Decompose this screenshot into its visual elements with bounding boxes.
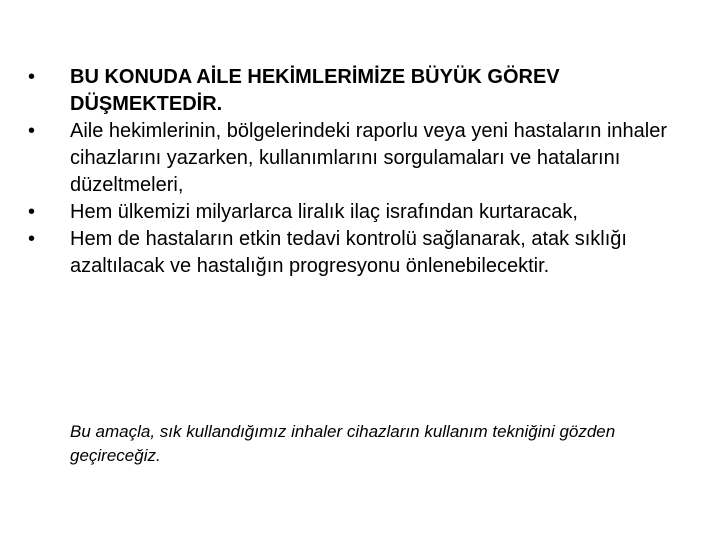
bullet-text: Hem ülkemizi milyarlarca liralık ilaç israfından kurtaracak, xyxy=(70,201,578,223)
bullet-item xyxy=(28,199,688,226)
bullet-text: Aile hekimlerinin, bölgelerindeki raporlu veya yeni hastaların inhaler cihazlarını yazarken, kullanımlarını sorgulamaları ve hatalarını düzeltmeleri, xyxy=(70,120,667,196)
bullet-text: Hem de hastaların etkin tedavi kontrolü sağlanarak, atak sıklığı azaltılacak ve hastalığın progresyonu önlenebilecektir. xyxy=(70,228,627,277)
bullet-list xyxy=(28,64,688,280)
bullet-item xyxy=(28,226,688,280)
bullet-dot-icon: • xyxy=(28,228,36,250)
bullet-dot-icon: • xyxy=(28,120,36,142)
closing-note: Bu amaçla, sık kullandığımız inhaler cihazların kullanım tekniğini gözden geçireceğiz. xyxy=(70,422,616,465)
bullet-text-heading: BU KONUDA AİLE HEKİMLERİMİZE BÜYÜK GÖREV DÜŞMEKTEDİR. xyxy=(70,66,560,115)
bullet-item xyxy=(28,64,688,118)
bullet-dot-icon: • xyxy=(28,201,36,223)
bullet-item xyxy=(28,118,688,199)
bullet-dot-icon: • xyxy=(28,66,36,88)
